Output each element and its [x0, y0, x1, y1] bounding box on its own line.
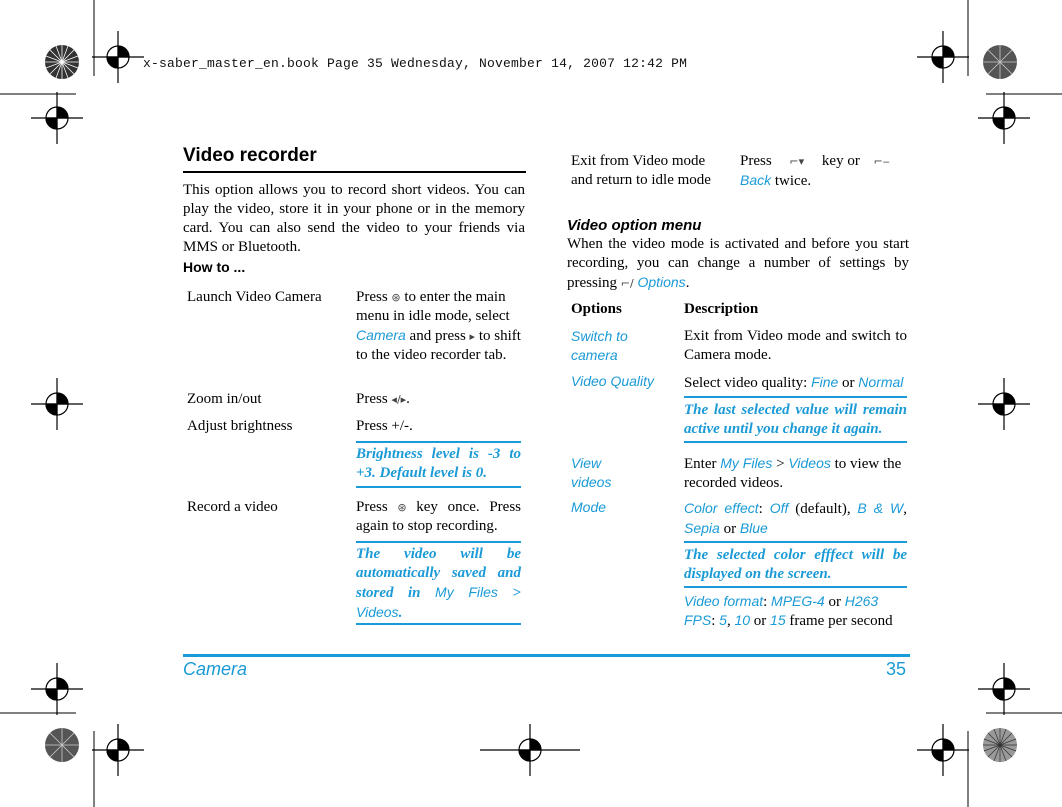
option-switch-description: Exit from Video mode and switch to Camera mode.	[684, 328, 907, 363]
end-key-icon: ⌐▾	[789, 155, 805, 168]
option-switch-to-camera: Switch to camera	[571, 328, 628, 363]
mode-note: The selected color efffect will be displayed on the screen.	[684, 547, 907, 582]
note-rule-top	[356, 441, 521, 443]
note-rule-top	[684, 396, 907, 398]
note-rule-bottom	[684, 586, 907, 588]
option-view-videos: View videos	[571, 455, 612, 490]
section-title: Video recorder	[183, 145, 317, 166]
zoom-description: Press ◂/▸.	[356, 391, 410, 407]
ok-key-icon: ⊛	[397, 501, 407, 514]
title-rule	[183, 171, 526, 173]
left-soft-key-icon: ⌐/	[620, 277, 634, 290]
note-rule-top	[684, 541, 907, 543]
record-note: The video will be automatically saved and stored in My Files > Videos.	[356, 546, 521, 621]
option-video-quality: Video Quality	[571, 373, 655, 389]
intro-paragraph: This option allows you to record short videos. You can play the video, store it in your phone or in the memory card. You can also send the video to your friends via MMS or Bluetooth.	[183, 182, 525, 255]
note-rule-bottom	[356, 486, 521, 488]
note-rule-bottom	[356, 623, 521, 625]
option-menu-intro: When the video mode is activated and before you start recording, you can change a number of settings by pressing ⌐/ Options.	[567, 236, 909, 291]
option-menu-heading: Video option menu	[567, 217, 702, 234]
footer-chapter: Camera	[183, 659, 248, 679]
column-header-description: Description	[684, 301, 759, 317]
option-quality-description: Select video quality: Fine or Normal	[684, 374, 904, 391]
option-view-description: Enter My Files > Videos to view the recorded videos.	[684, 455, 902, 491]
brightness-label: Adjust brightness	[187, 418, 293, 434]
record-description: Press ⊛ key once. Press again to stop recording.	[356, 499, 521, 534]
print-header: x-saber_master_en.book Page 35 Wednesday, November 14, 2007 12:42 PM	[143, 56, 688, 71]
option-mode: Mode	[571, 499, 607, 515]
launch-label: Launch Video Camera	[187, 289, 322, 305]
zoom-label: Zoom in/out	[187, 391, 262, 407]
record-label: Record a video	[187, 499, 278, 515]
brightness-description: Press +/-.	[356, 418, 413, 434]
note-rule-bottom	[684, 441, 907, 443]
launch-description: Press ⊛ to enter the main menu in idle mode, select Camera and press ▸ to shift to the video recorder tab.	[356, 289, 521, 363]
exit-label: Exit from Video mode and return to idle mode	[571, 153, 711, 188]
option-mode-description: Color effect: Off (default), B & W, Sepia or Blue	[684, 500, 908, 537]
exit-description: Press ⌐▾ key or ⌐‒ Back twice.	[740, 153, 890, 189]
brightness-note: Brightness level is -3 to +3. Default level is 0.	[356, 446, 521, 481]
note-rule-top	[356, 541, 521, 543]
video-format-line: Video format: MPEG-4 or H263	[684, 593, 879, 610]
left-right-key-icon: ◂/▸	[391, 393, 407, 406]
howto-heading: How to ...	[183, 259, 246, 275]
right-soft-key-icon: ⌐‒	[873, 155, 890, 168]
quality-note: The last selected value will remain active until you change it again.	[684, 402, 907, 437]
column-header-options: Options	[571, 301, 622, 317]
footer-page-number: 35	[886, 659, 907, 679]
ok-key-icon: ⊛	[391, 291, 401, 304]
right-arrow-key-icon: ▸	[469, 330, 476, 343]
footer-rule	[183, 654, 910, 657]
fps-line: FPS: 5, 10 or 15 frame per second	[684, 612, 893, 629]
